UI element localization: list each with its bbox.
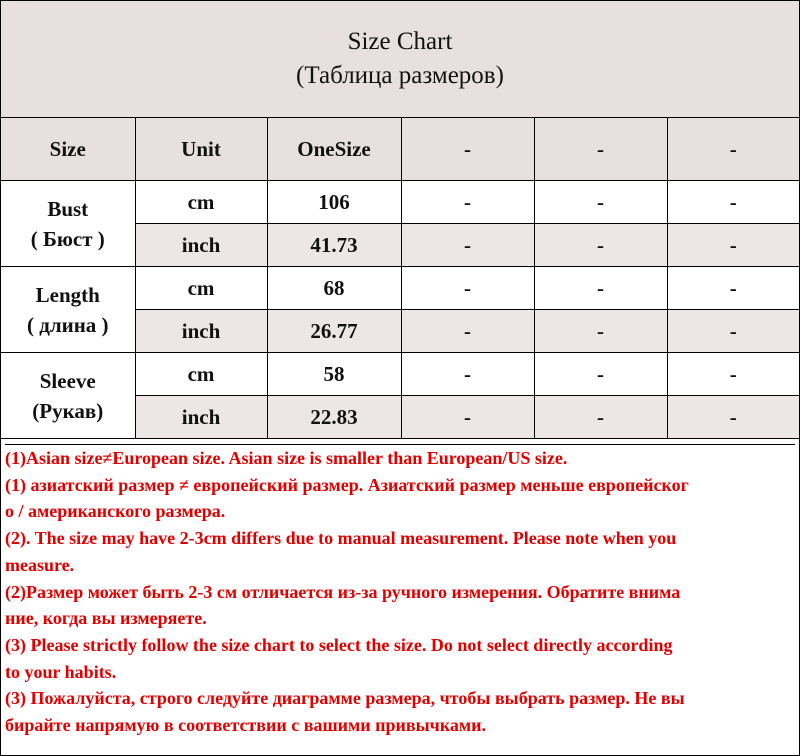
- empty-cell: -: [534, 396, 667, 439]
- row-label-sleeve-ru: (Рукав): [32, 398, 104, 423]
- empty-cell: -: [534, 181, 667, 224]
- row-label-length-en: Length: [35, 282, 100, 307]
- chart-title: Size Chart: [347, 28, 453, 55]
- size-notes: [5, 444, 795, 753]
- empty-cell: -: [401, 353, 534, 396]
- row-label-bust-ru: ( Бюст ): [30, 226, 105, 251]
- unit-cell: cm: [135, 353, 267, 396]
- unit-cell: inch: [135, 310, 267, 353]
- note-line: measure.: [5, 554, 75, 575]
- header-empty-1: -: [401, 118, 534, 181]
- empty-cell: -: [667, 310, 799, 353]
- header-unit: Unit: [135, 118, 267, 181]
- value-cell: 26.77: [267, 310, 401, 353]
- row-label-sleeve-en: Sleeve: [39, 368, 96, 393]
- empty-cell: -: [401, 310, 534, 353]
- empty-cell: -: [401, 267, 534, 310]
- empty-cell: -: [667, 267, 799, 310]
- empty-cell: -: [534, 353, 667, 396]
- value-cell: 68: [267, 267, 401, 310]
- unit-cell: inch: [135, 224, 267, 267]
- row-label-length-ru: ( длина ): [26, 312, 109, 337]
- header-onesize: OneSize: [267, 118, 401, 181]
- row-label-length: [1, 267, 135, 353]
- table-row-sleeve-cm: [1, 353, 799, 396]
- value-cell: 58: [267, 353, 401, 396]
- empty-cell: -: [534, 310, 667, 353]
- note-line: бирайте напрямую в соответствии с вашими привычками.: [5, 715, 487, 736]
- empty-cell: -: [534, 224, 667, 267]
- note-line: (3) Please strictly follow the size chart to select the size. Do not select directly according: [5, 634, 673, 655]
- empty-cell: -: [667, 353, 799, 396]
- note-line: (2). The size may have 2-3cm differs due to manual measurement. Please note when you: [5, 528, 677, 549]
- unit-cell: cm: [135, 267, 267, 310]
- empty-cell: -: [667, 396, 799, 439]
- row-label-bust: [1, 181, 135, 267]
- note-line: (2)Размер может быть 2-3 см отличается из-за ручного измерения. Обратите внима: [5, 581, 681, 602]
- empty-cell: -: [401, 224, 534, 267]
- header-empty-3: -: [667, 118, 799, 181]
- value-cell: 106: [267, 181, 401, 224]
- value-cell: 41.73: [267, 224, 401, 267]
- note-line: о / американского размера.: [5, 501, 226, 522]
- row-label-sleeve: [1, 353, 135, 439]
- size-table: [1, 118, 799, 439]
- empty-cell: -: [534, 267, 667, 310]
- unit-cell: cm: [135, 181, 267, 224]
- table-row-bust-cm: [1, 181, 799, 224]
- note-line: to your habits.: [5, 661, 117, 682]
- empty-cell: -: [401, 396, 534, 439]
- note-line: (3) Пожалуйста, строго следуйте диаграмме размера, чтобы выбрать размер. Не вы: [5, 688, 685, 709]
- table-header-row: [1, 118, 799, 181]
- note-line: (1)Asian size≠European size. Asian size is smaller than European/US size.: [5, 448, 568, 468]
- empty-cell: -: [401, 181, 534, 224]
- table-row-length-cm: [1, 267, 799, 310]
- value-cell: 22.83: [267, 396, 401, 439]
- note-line: ние, когда вы измеряете.: [5, 608, 207, 629]
- chart-title-russian: (Таблица размеров): [296, 62, 504, 89]
- note-line: (1) азиатский размер ≠ европейский размер. Азиатский размер меньше европейског: [5, 474, 689, 495]
- header-size: Size: [1, 118, 135, 181]
- row-label-bust-en: Bust: [47, 196, 89, 221]
- header-empty-2: -: [534, 118, 667, 181]
- empty-cell: -: [667, 181, 799, 224]
- chart-title-block: [1, 1, 799, 118]
- empty-cell: -: [667, 224, 799, 267]
- unit-cell: inch: [135, 396, 267, 439]
